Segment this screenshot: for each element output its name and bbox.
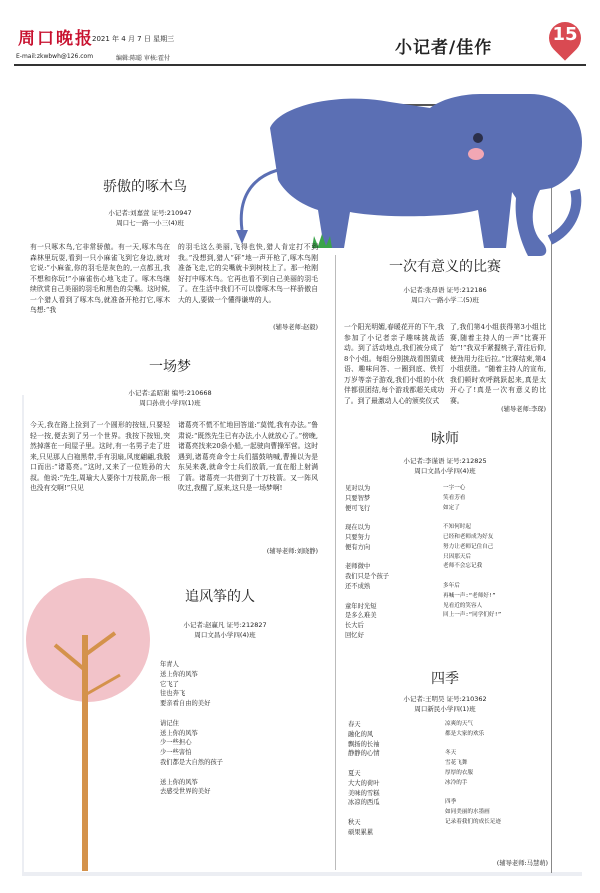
teacher-note-woodpecker: (辅导老师:赵毅)	[273, 324, 318, 331]
byline-line: 小记者:王明昊 证号:210362	[403, 695, 487, 703]
byline-meaningful	[355, 285, 535, 305]
byline-dream	[50, 388, 290, 408]
byline-line: 周口文昌小学四(4)班	[414, 467, 476, 475]
byline-line: 小记者:李谨语 证号:212825	[403, 457, 487, 465]
email-address: E-mail:zkwbwh@126.com	[16, 53, 94, 60]
byline-line: 周口孙贵小学四(1)班	[139, 399, 201, 407]
article-title-seasons: 四季	[431, 671, 459, 687]
article-body-dream-col1: 今天,我在路上捡到了一个圆形的按钮,只要轻轻一按,便去到了另一个世界。我按下按钮,突然掉落在一间屋子里。这时,有一名男子走了进来,只见那人白袍黑带,手有羽扇,风度翩翩,我脱口而出:“诸葛亮。”这时,又来了一位姓孙的大叔。他说:“先生,周瑜大人要你十万枝箭,你一根也没有交啊!”只见	[30, 421, 170, 492]
elephant-eye	[473, 133, 483, 143]
byline-seasons	[355, 694, 535, 714]
byline-line: 小记者:赵赢凡 证号:212827	[183, 621, 267, 629]
teacher-note-meaningful: (辅导老师:李琛)	[501, 406, 546, 413]
poem-seasons-left: 春天 融化的风 飘扬的长袖 静静的心情 夏天 大大的荷叶 美味的雪糕 冰凉的西瓜 秋天 硕果累累	[348, 721, 380, 836]
teacher-note-seasons: (辅导老师:马慧萌)	[496, 860, 548, 867]
poem-kite: 年青人 送上你的风筝 它飞了 往也奔飞 要亲看自由的美好 请记住 送上你的风筝 少一些担心 少一些害怕 我们都是大自然的孩子 送上你的风筝 去感受世界的美好	[160, 661, 223, 796]
teacher-note-dream: (辅导老师:刘晓静)	[266, 548, 318, 555]
byline-line: 小记者:张昂语 证号:212186	[403, 286, 487, 294]
article-title-meaningful: 一次有意义的比赛	[389, 259, 501, 275]
elephant-cheek	[468, 148, 484, 160]
byline-line: 周口六一路小学二(5)班	[411, 296, 479, 304]
editor-credit: 编辑:陈聪 审核:霍付	[116, 55, 170, 62]
poem-seasons-right: 凉爽的天气 都是大家的欢乐 冬天 雪花飞舞 厚厚的衣服 冰冷的手 四季 如同美丽的水墨画 记录着我们的成长足迹	[445, 721, 501, 825]
header-rule	[14, 64, 586, 66]
byline-woodpecker	[50, 208, 250, 228]
byline-line: 周口文昌小学四(4)班	[194, 631, 256, 639]
byline-teacher	[355, 456, 535, 476]
poem-teacher-right: 一字一心 笑看芳看 如定了 不知何时起 已经和老师成为好友 努力让老师记住自己 只因那天后 老师不会忘记我 多年后 再喊一声:“老师好!” 见看近的笑容人 回上一声:“同学们好!”	[443, 485, 502, 619]
article-body-meaningful-col1: 一个阳光明媚,春暖花开的下午,我参加了小记者亲子趣味挑战活动。到了活动地点,我们被分成了8个小组。每组分别挑战看图猜成语、趣味问答、一圈到底、铁钉万岁等亲子游戏,我们小组的小伙伴都很团结,每个游戏都超关成功了。到了最激动人心的颁奖仪式	[344, 323, 444, 405]
section-title: 小记者/佳作	[395, 38, 493, 58]
dateline: 2021 年 4 月 7 日 星期三	[92, 35, 175, 43]
byline-kite	[130, 620, 320, 640]
article-body-dream-col2: 诸葛亮不慌不忙地回答道:“莫慌,我有办法。”鲁肃说:“既然先生已有办法,小人就放心了。”傍晚,诸葛亮找来20条小船,一起驶向曹操军营。这时遇到,诸葛亮命令士兵们擂鼓呐喊,曹操以为是东吴来袭,就命令士兵们放箭,一直在船上射满了箭。诸葛亮一共借到了十万枝箭。又一阵风吹过,我醒了,原来,这只是一场梦啊!	[178, 421, 318, 492]
elephant-body	[270, 94, 582, 256]
page-number: 15	[552, 24, 578, 45]
article-title-woodpecker: 骄傲的啄木鸟	[103, 179, 187, 195]
elephant-trunk	[550, 190, 576, 240]
byline-line: 小记者:刘嘉萱 证号:210947	[108, 209, 192, 217]
article-body-woodpecker-col2: 的羽毛这么美丽,飞得也快,猎人肯定打不到我。”没想到,猎人“砰”地一声开枪了,啄木鸟刚准备飞走,它的尖嘴就卡到树枝上了。那一枪刚好打中啄木鸟。它再也看不到自己美丽的羽毛了。在生活中我们不可以像啄木鸟一样骄傲自大的人,要做一个懂得谦卑的人。	[178, 243, 318, 304]
article-body-woodpecker-col1: 有一只啄木鸟,它非常骄傲。有一天,啄木鸟在森林里玩耍,看到一只小麻雀飞到它身边,就对它说:“小麻雀,你的羽毛是灰色的,一点都丑,我不想和你玩!”小麻雀伤心地飞走了。啄木鸟继续欣赏自己美丽的羽毛和黑色的尖嘴。这时候,一个猎人看到了啄木鸟,就准备开枪打它,啄木鸟想:“我	[30, 243, 170, 314]
byline-line: 周口七一路一小三(4)班	[116, 219, 184, 227]
byline-line: 小记者:孟昭谢 编号:210668	[128, 389, 212, 397]
column-divider	[335, 255, 336, 870]
article-title-dream: 一场梦	[149, 359, 191, 375]
byline-line: 周口新民小学四(1)班	[414, 705, 476, 713]
masthead-logo: 周口晚报	[18, 29, 94, 49]
article-title-teacher: 咏师	[431, 431, 459, 447]
article-title-kite: 追风筝的人	[185, 589, 255, 605]
poem-teacher-left: 见对以为 只要智梦 便可飞行 现在以为 只要努力 便有方向 老师微中 我们只是个孩子 还不成熟 童年时光短 是多么难美 长大后 回忆好	[345, 485, 390, 639]
article-body-meaningful-col2: 了,我们第4小组获得第3小组比赛,随着主持人的一声“比赛开始”!“我双手紧握桃子,背往后仰,使劲用力往后拉。”比赛结束,第4小组获胜。“随着主持人的宣布,我们顿时欢呼跳跃起来,真是太开心了!真是一次有意义的比赛。	[450, 323, 546, 405]
